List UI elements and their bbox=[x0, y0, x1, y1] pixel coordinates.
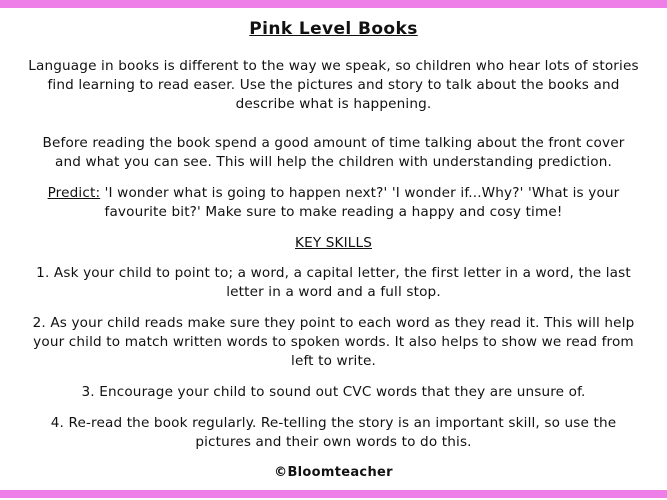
predict-text: 'I wonder what is going to happen next?' 'I wonder if...Why?' 'What is your bbox=[100, 185, 620, 201]
bottom-pink-border bbox=[0, 490, 667, 498]
intro-line-2: find learning to read easer. Use the pictures and story to talk about the books and bbox=[47, 77, 620, 93]
skill-2-line-1: 2. As your child reads make sure they point to each word as they read it. This will help bbox=[32, 315, 635, 331]
predict-line-2: favourite bit?' Make sure to make reading a happy and cosy time! bbox=[104, 204, 563, 220]
skill-4-line-1: 4. Re-read the book regularly. Re-telling the story is an important skill, so use the bbox=[50, 415, 617, 431]
predict-label: Predict: bbox=[47, 185, 101, 201]
skill-2-line-3: left to write. bbox=[291, 353, 376, 369]
intro-line-1: Language in books is different to the way we speak, so children who hear lots of stories bbox=[28, 58, 639, 74]
skill-3-line-1: 3. Encourage your child to sound out CVC words that they are unsure of. bbox=[81, 384, 586, 400]
skill-2-line-2: your child to match written words to spoken words. It also helps to show we read from bbox=[33, 334, 634, 350]
intro-line-3: describe what is happening. bbox=[235, 96, 432, 112]
document-page bbox=[0, 8, 667, 490]
skill-4-line-2: pictures and their own words to do this. bbox=[195, 434, 472, 450]
predict-line-1 bbox=[0, 184, 667, 203]
key-skills-heading: KEY SKILLS bbox=[295, 235, 372, 251]
page-title: Pink Level Books bbox=[249, 19, 418, 39]
skill-1-line-2: letter in a word and a full stop. bbox=[226, 284, 441, 300]
before-reading-line-2: and what you can see. This will help the children with understanding prediction. bbox=[55, 154, 612, 170]
skill-1-line-1: 1. Ask your child to point to; a word, a capital letter, the first letter in a word, the last bbox=[36, 265, 631, 281]
top-pink-border bbox=[0, 0, 667, 8]
before-reading-line-1: Before reading the book spend a good amount of time talking about the front cover bbox=[42, 135, 625, 151]
copyright-footer: ©Bloomteacher bbox=[274, 465, 393, 480]
